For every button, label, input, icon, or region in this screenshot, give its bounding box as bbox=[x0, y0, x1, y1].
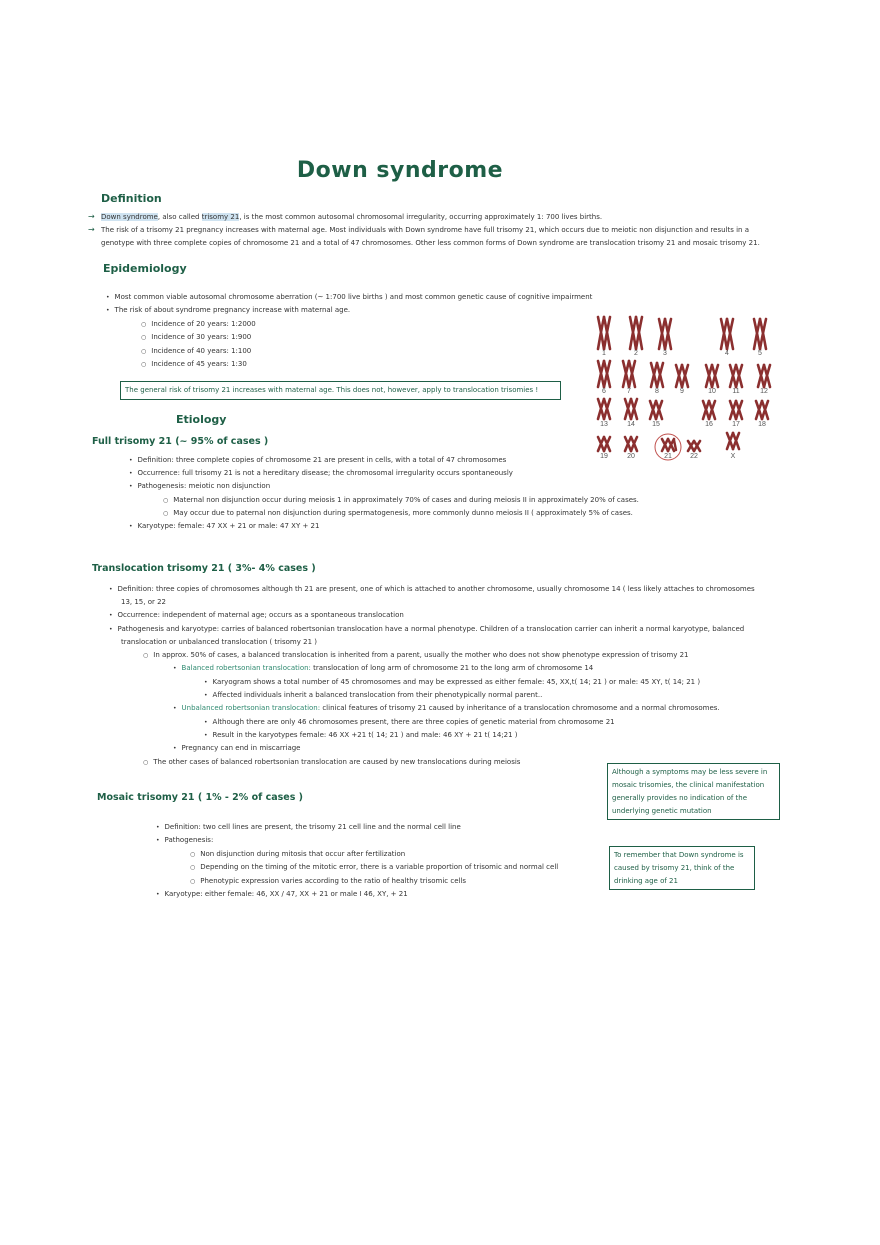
definition-line-3: genotype with three complete copies of chromosome 21 and a total of 47 chromosomes. Other less common forms of Down syndrome are translocation trisomy 21 and mosaic trisomy 21. bbox=[101, 239, 760, 247]
chromosome-11 bbox=[736, 365, 742, 387]
list-item: • Pathogenesis: bbox=[156, 836, 213, 845]
list-item: • Definition: three complete copies of chromosome 21 are present in cells, with a total of 47 chromosomes bbox=[129, 456, 506, 465]
mosaic-note: Although a symptoms may be less severe in mosaic trisomies, the clinical manifestation generally provides no indication of the underlying genetic mutation bbox=[607, 763, 780, 820]
chromosome-pair-9 bbox=[676, 365, 688, 387]
chromosome-2 bbox=[636, 317, 642, 349]
chromosome-4 bbox=[727, 319, 733, 349]
chromosome-21-extra-copy bbox=[674, 440, 676, 450]
chromosome-pair-10 bbox=[706, 365, 718, 387]
list-item-continuation: translocation or unbalanced translocation ( trisomy 21 ) bbox=[121, 638, 317, 646]
chromosome-20 bbox=[625, 437, 631, 451]
chromosome-pair-15 bbox=[650, 401, 662, 419]
arrow-icon: → bbox=[88, 225, 95, 234]
chromosome-6 bbox=[604, 361, 610, 387]
chromosome-7 bbox=[629, 361, 635, 387]
list-item: ○ May occur due to paternal non disjunction during spermatogenesis, more commonly dunno meiosis II ( approximately 5% of cases. bbox=[163, 509, 633, 518]
list-item: • Pathogenesis: meiotic non disjunction bbox=[129, 482, 270, 491]
chromosome-5 bbox=[760, 319, 766, 349]
chromosome-label-X: X bbox=[730, 453, 736, 460]
unbalanced-label: Unbalanced robertsonian translocation: bbox=[181, 704, 321, 712]
remember-note: To remember that Down syndrome is caused by trisomy 21, think of the drinking age of 21 bbox=[609, 846, 755, 890]
chromosome-label-12: 12 bbox=[760, 388, 768, 395]
chromosome-label-6: 6 bbox=[602, 388, 606, 395]
chromosome-1 bbox=[604, 317, 610, 349]
mosaic-heading: Mosaic trisomy 21 ( 1% - 2% of cases ) bbox=[97, 792, 304, 803]
list-item: ○ The other cases of balanced robertsonian translocation are caused by new translocations during meiosis bbox=[143, 758, 520, 767]
definition-line-1: Down syndrome, also called trisomy 21, is the most common autosomal chromosomal irregularity, occurring approximately 1: 700 lives births. bbox=[101, 213, 603, 221]
chromosome-17 bbox=[730, 401, 736, 419]
chromosome-11 bbox=[730, 365, 736, 387]
chromosome-pair-18 bbox=[756, 401, 768, 419]
chromosome-pair-3 bbox=[659, 319, 671, 349]
chromosome-pair-1 bbox=[598, 317, 610, 349]
chromosome-7 bbox=[623, 361, 629, 387]
epidemiology-heading: Epidemiology bbox=[103, 262, 187, 275]
chromosome-pair-2 bbox=[630, 317, 642, 349]
chromosome-9 bbox=[676, 365, 682, 387]
chromosome-label-3: 3 bbox=[663, 350, 667, 357]
chromosome-15 bbox=[656, 401, 662, 419]
highlight-term: Down syndrome bbox=[101, 213, 158, 221]
arrow-icon: → bbox=[88, 212, 95, 221]
translocation-heading: Translocation trisomy 21 ( 3%- 4% cases ) bbox=[92, 563, 316, 574]
list-item: • Karyogram shows a total number of 45 chromosomes and may be expressed as either female: 45, XX,t( 14; 21 ) or male: 45 XY, t( 14; 21 ) bbox=[204, 678, 700, 687]
list-item: ○ Maternal non disjunction occur during meiosis 1 in approximately 70% of cases and during meiosis II in approximately 20% of cases. bbox=[163, 496, 639, 505]
chromosome-label-10: 10 bbox=[708, 388, 716, 395]
chromosome-pair-6 bbox=[598, 361, 610, 387]
chromosome-label-5: 5 bbox=[758, 350, 762, 357]
chromosome-label-2: 2 bbox=[634, 350, 638, 357]
chromosome-10 bbox=[706, 365, 712, 387]
list-item: • Karyotype: female: 47 XX + 21 or male: 47 XY + 21 bbox=[129, 522, 319, 531]
list-item: • Result in the karyotypes female: 46 XX +21 t( 14; 21 ) and male: 46 XY + 21 t( 14;21 ) bbox=[204, 731, 518, 740]
chromosome-14 bbox=[631, 399, 637, 419]
definition-heading: Definition bbox=[101, 192, 162, 205]
chromosome-pair-5 bbox=[754, 319, 766, 349]
chromosome-pair-14 bbox=[625, 399, 637, 419]
chromosome-label-15: 15 bbox=[652, 421, 660, 428]
list-item: ○ Incidence of 40 years: 1:100 bbox=[141, 347, 251, 356]
chromosome-18 bbox=[762, 401, 768, 419]
chromosome-22 bbox=[694, 441, 700, 451]
chromosome-label-21: 21 bbox=[664, 453, 672, 460]
list-item: ○ Depending on the timing of the mitotic error, there is a variable proportion of trisomic and normal cell bbox=[190, 863, 558, 872]
chromosome-15 bbox=[650, 401, 656, 419]
chromosome-14 bbox=[625, 399, 631, 419]
chromosome-12 bbox=[764, 365, 770, 387]
chromosome-label-20: 20 bbox=[627, 453, 635, 460]
chromosome-label-7: 7 bbox=[627, 388, 631, 395]
chromosome-16 bbox=[709, 401, 715, 419]
list-item: • Occurrence: independent of maternal age; occurs as a spontaneous translocation bbox=[109, 611, 404, 620]
chromosome-19 bbox=[598, 437, 604, 451]
list-item: ○ Incidence of 30 years: 1:900 bbox=[141, 333, 251, 342]
chromosome-pair-X bbox=[727, 433, 739, 449]
chromosome-3 bbox=[665, 319, 671, 349]
list-item-continuation: 13, 15, or 22 bbox=[121, 598, 167, 606]
chromosome-22 bbox=[688, 441, 694, 451]
chromosome-18 bbox=[756, 401, 762, 419]
list-item: ○ Non disjunction during mitosis that occur after fertilization bbox=[190, 850, 405, 859]
etiology-heading: Etiology bbox=[176, 413, 227, 426]
list-item: ○ In approx. 50% of cases, a balanced translocation is inherited from a parent, usually the mother who does not show phenotype expression of trisomy 21 bbox=[143, 651, 689, 660]
chromosome-9 bbox=[682, 365, 688, 387]
chromosome-pair-7 bbox=[623, 361, 635, 387]
balanced-label: Balanced robertsonian translocation: bbox=[181, 664, 311, 672]
list-item: • Balanced robertsonian translocation: translocation of long arm of chromosome 21 to the long arm of chromosome 14 bbox=[173, 664, 593, 673]
list-item: • Affected individuals inherit a balanced translocation from their phenotypically normal parent.. bbox=[204, 691, 542, 700]
chromosome-pair-17 bbox=[730, 401, 742, 419]
chromosome-pair-8 bbox=[651, 363, 663, 387]
chromosome-pair-22 bbox=[688, 441, 700, 451]
chromosome-2 bbox=[630, 317, 636, 349]
list-item: • Unbalanced robertsonian translocation: clinical features of trisomy 21 caused by inheritance of a translocation chromosome and a normal chromosomes. bbox=[173, 704, 720, 713]
chromosome-X bbox=[727, 433, 733, 449]
list-item: • Occurrence: full trisomy 21 is not a hereditary disease; the chromosomal irregularity occurs spontaneously bbox=[129, 469, 513, 478]
full-trisomy-heading: Full trisomy 21 (~ 95% of cases ) bbox=[92, 436, 269, 447]
chromosome-label-1: 1 bbox=[602, 350, 606, 357]
chromosome-10 bbox=[712, 365, 718, 387]
chromosome-16 bbox=[703, 401, 709, 419]
list-item: • Definition: two cell lines are present, the trisomy 21 cell line and the normal cell line bbox=[156, 823, 461, 832]
chromosome-label-22: 22 bbox=[690, 453, 698, 460]
page-title: Down syndrome bbox=[296, 158, 504, 183]
chromosome-pair-20 bbox=[625, 437, 637, 451]
chromosome-pair-19 bbox=[598, 437, 610, 451]
chromosome-X bbox=[733, 433, 739, 449]
list-item: ○ Incidence of 20 years: 1:2000 bbox=[141, 320, 256, 329]
chromosome-20 bbox=[631, 437, 637, 451]
chromosome-pair-16 bbox=[703, 401, 715, 419]
chromosome-label-9: 9 bbox=[680, 388, 684, 395]
chromosome-label-13: 13 bbox=[600, 421, 608, 428]
chromosome-13 bbox=[604, 399, 610, 419]
list-item: • Karyotype: either female: 46, XX / 47, XX + 21 or male I 46, XY, + 21 bbox=[156, 890, 408, 899]
chromosome-label-19: 19 bbox=[600, 453, 608, 460]
chromosome-pair-4 bbox=[721, 319, 733, 349]
maternal-age-note: The general risk of trisomy 21 increases with maternal age. This does not, however, apply to translocation trisomies ! bbox=[120, 381, 561, 400]
list-item: • Pregnancy can end in miscarriage bbox=[173, 744, 300, 753]
karyogram-figure bbox=[588, 313, 788, 465]
chromosome-label-4: 4 bbox=[725, 350, 729, 357]
chromosome-pair-11 bbox=[730, 365, 742, 387]
chromosome-label-16: 16 bbox=[705, 421, 713, 428]
chromosome-label-8: 8 bbox=[655, 388, 659, 395]
list-item: • Most common viable autosomal chromosome aberration (~ 1:700 live births ) and most common genetic cause of cognitive impairment bbox=[106, 293, 592, 302]
chromosome-13 bbox=[598, 399, 604, 419]
list-item: ○ Incidence of 45 years: 1:30 bbox=[141, 360, 247, 369]
chromosome-17 bbox=[736, 401, 742, 419]
chromosome-21 bbox=[662, 439, 668, 451]
chromosome-8 bbox=[657, 363, 663, 387]
chromosome-5 bbox=[754, 319, 760, 349]
chromosome-label-11: 11 bbox=[732, 388, 740, 395]
list-item: • Pathogenesis and karyotype: carries of balanced robertsonian translocation have a normal phenotype. Children of a translocation carrier can inherit a normal karyotype, balanced bbox=[109, 625, 744, 634]
definition-line-2: The risk of a trisomy 21 pregnancy increases with maternal age. Most individuals with Down syndrome have full trisomy 21, which occurs due to meiotic non disjunction and results in a bbox=[101, 226, 749, 234]
chromosome-label-14: 14 bbox=[627, 421, 635, 428]
list-item: • Although there are only 46 chromosomes present, there are three copies of genetic material from chromosome 21 bbox=[204, 718, 615, 727]
chromosome-1 bbox=[598, 317, 604, 349]
chromosome-label-18: 18 bbox=[758, 421, 766, 428]
chromosome-pair-21 bbox=[662, 439, 674, 451]
chromosome-label-17: 17 bbox=[732, 421, 740, 428]
chromosome-12 bbox=[758, 365, 764, 387]
list-item: • Definition: three copies of chromosomes although th 21 are present, one of which is attached to another chromosome, usually chromosome 14 ( less likely attaches to chromosomes bbox=[109, 585, 755, 594]
list-item: • The risk of about syndrome pregnancy increase with maternal age. bbox=[106, 306, 350, 315]
chromosome-pair-12 bbox=[758, 365, 770, 387]
chromosome-8 bbox=[651, 363, 657, 387]
karyogram-svg bbox=[588, 313, 788, 465]
chromosome-3 bbox=[659, 319, 665, 349]
chromosome-pair-13 bbox=[598, 399, 610, 419]
chromosome-6 bbox=[598, 361, 604, 387]
chromosome-4 bbox=[721, 319, 727, 349]
list-item: ○ Phenotypic expression varies according to the ratio of healthy trisomic cells bbox=[190, 877, 466, 886]
chromosome-19 bbox=[604, 437, 610, 451]
